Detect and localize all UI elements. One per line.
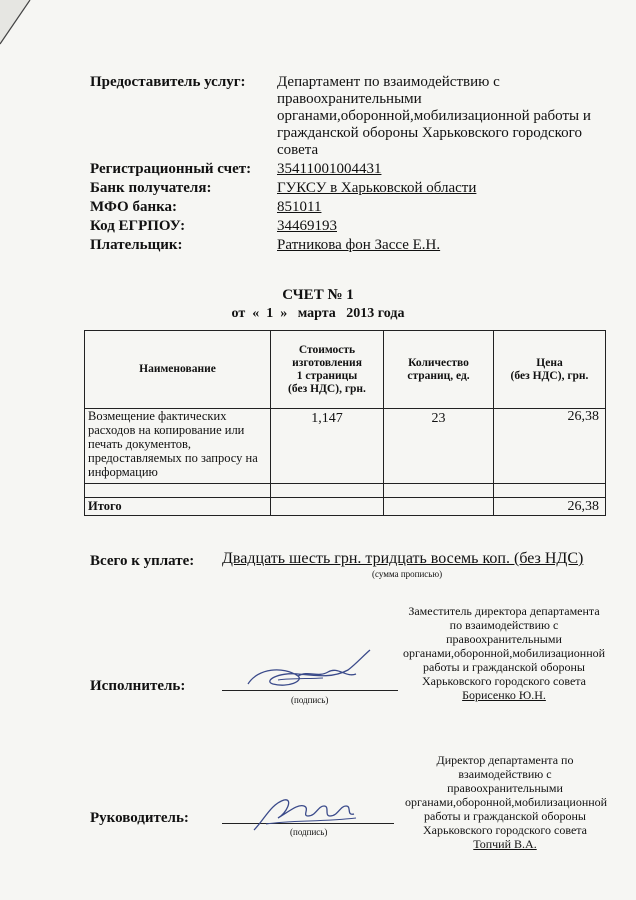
provider-line: гражданской обороны Харьковского городского bbox=[277, 125, 582, 141]
header-cost-line: Стоимость bbox=[298, 343, 356, 356]
payment-label: Всего к уплате: bbox=[90, 553, 195, 569]
executor-position-line: работы и гражданской обороны bbox=[423, 660, 585, 674]
service-name-line: расходов на копирование или bbox=[88, 423, 245, 437]
table-header-row bbox=[85, 331, 606, 409]
header-qty bbox=[384, 331, 494, 409]
executor-position-line: правоохранительными bbox=[446, 632, 562, 646]
header-price-line: (без НДС), грн. bbox=[510, 369, 589, 382]
invoice-title: СЧЕТ № 1 bbox=[282, 287, 354, 303]
payer-label: Плательщик: bbox=[90, 237, 183, 253]
folded-corner-mark bbox=[0, 0, 36, 60]
account-value: 35411001004431 bbox=[277, 161, 382, 177]
mfo-label: МФО банка: bbox=[90, 199, 177, 215]
executor-position-line: Заместитель директора департамента bbox=[408, 604, 600, 618]
header-cost-line: 1 страницы bbox=[296, 369, 358, 382]
edrpou-label: Код ЕГРПОУ: bbox=[90, 218, 186, 234]
mfo-row bbox=[90, 199, 610, 216]
service-name-line: информацию bbox=[88, 465, 158, 479]
cell-price: 26,38 bbox=[494, 409, 606, 484]
head-position-line: взаимодействию с bbox=[458, 767, 552, 781]
header-cost-line: (без НДС), грн. bbox=[288, 382, 366, 395]
header-qty-line: Количество bbox=[408, 356, 469, 369]
total-value: 26,38 bbox=[494, 498, 606, 516]
provider-value bbox=[277, 74, 595, 159]
requisites-block bbox=[90, 74, 610, 254]
service-name-line: печать документов, bbox=[88, 437, 192, 451]
bank-label: Банк получателя: bbox=[90, 180, 212, 196]
executor-position bbox=[400, 604, 608, 702]
executor-position-line: органами,оборонной,мобилизационной bbox=[402, 646, 606, 660]
executor-position-line: Харьковского городского совета bbox=[422, 674, 586, 688]
payment-amount-words: Двадцать шесть грн. тридцать восемь коп. (без НДС) bbox=[222, 550, 584, 567]
provider-line: правоохранительными bbox=[277, 91, 422, 107]
invoice-date: от « 1 » марта 2013 года bbox=[231, 306, 405, 321]
header-cost-line: изготовления bbox=[292, 356, 362, 369]
table-row-empty bbox=[85, 484, 606, 498]
head-position-line: Харьковского городского совета bbox=[423, 823, 587, 837]
provider-line: Департамент по взаимодействию с bbox=[277, 74, 500, 90]
header-price bbox=[494, 331, 606, 409]
executor-signature bbox=[238, 648, 378, 696]
head-position-line: работы и гражданской обороны bbox=[424, 809, 586, 823]
head-position-line: Директор департамента по bbox=[436, 753, 574, 767]
bank-row bbox=[90, 180, 610, 197]
head-signature-hint: (подпись) bbox=[290, 827, 328, 837]
payer-value: Ратникова фон Зассе Е.Н. bbox=[277, 237, 441, 253]
service-name-line: Возмещение фактических bbox=[88, 409, 227, 423]
service-name-line: предоставляемых по запросу на bbox=[88, 451, 258, 465]
provider-row bbox=[90, 74, 610, 159]
head-signature bbox=[246, 790, 366, 836]
head-position-line: правоохранительными bbox=[447, 781, 563, 795]
payment-hint: (сумма прописью) bbox=[372, 569, 443, 579]
header-qty-line: страниц, ед. bbox=[407, 369, 470, 382]
payer-row bbox=[90, 237, 610, 254]
head-name: Топчий В.А. bbox=[473, 837, 537, 851]
cell-cost: 1,147 bbox=[271, 409, 384, 484]
table-total-row bbox=[85, 498, 606, 516]
executor-position-line: по взаимодействию с bbox=[449, 618, 559, 632]
cell-qty: 23 bbox=[384, 409, 494, 484]
header-price-line: Цена bbox=[536, 356, 563, 369]
edrpou-value: 34469193 bbox=[277, 218, 337, 234]
provider-line: совета bbox=[277, 142, 319, 158]
bank-value: ГУКСУ в Харьковской области bbox=[277, 180, 477, 196]
executor-signature-hint: (подпись) bbox=[291, 695, 329, 705]
table-row bbox=[85, 409, 606, 484]
total-label: Итого bbox=[85, 498, 271, 516]
executor-name: Борисенко Ю.Н. bbox=[462, 688, 546, 702]
header-name: Наименование bbox=[85, 331, 271, 409]
provider-line: органами,оборонной,мобилизационной работы и bbox=[277, 108, 591, 124]
account-row bbox=[90, 161, 610, 178]
head-position-line: органами,оборонной,мобилизационной bbox=[405, 795, 608, 809]
account-label: Регистрационный счет: bbox=[90, 161, 252, 177]
header-cost bbox=[271, 331, 384, 409]
cell-service-name bbox=[85, 409, 271, 484]
mfo-value: 851011 bbox=[277, 199, 322, 215]
head-position bbox=[405, 753, 608, 851]
executor-label: Исполнитель: bbox=[90, 678, 186, 694]
head-label: Руководитель: bbox=[90, 810, 189, 826]
edrpou-row bbox=[90, 218, 610, 235]
provider-label: Предоставитель услуг: bbox=[90, 74, 246, 90]
invoice-table bbox=[84, 330, 606, 516]
